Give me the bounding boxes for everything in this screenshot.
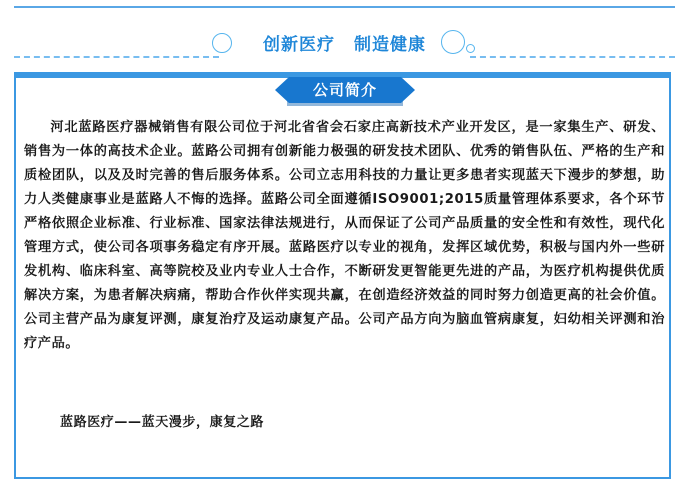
dashed-divider-left [14, 56, 219, 60]
company-intro-paragraph: 河北蓝路医疗器械销售有限公司位于河北省省会石家庄高新技术产业开发区，是一家集生产、研发、销售为一体的高技术企业。蓝路公司拥有创新能力极强的研发技术团队、优秀的销售队伍、严格的生产和质检团队，以及及时完善的售后服务体系。公司立志用科技的力量让更多患者实现蓝天下漫步的梦想，助力人类健康事业是蓝路人不悔的选择。蓝路公司全面遵循ISO9001;2015质量管理体系要求，各个环节严格依照企业标准、行业标准、国家法律法规进行，从而保证了公司产品质量的安全性和有效性，现代化管理方式，使公司各项事务稳定有序开展。蓝路医疗以专业的视角，发挥区域优势，积极与国内外一些研发机构、临床科室、高等院校及业内专业人士合作，不断研发更智能更先进的产品，为医疗机构提供优质解决方案，为患者解决病痛，帮助合作伙伴实现共赢，在创造经济效益的同时努力创造更高的社会价值。公司主营产品为康复评测，康复治疗及运动康复产品。公司产品方向为脑血管病康复，妇幼相关评测和治疗产品。 [24, 120, 665, 351]
slogan-part-2: 制造健康 [353, 35, 426, 55]
slogan-part-1: 创新医疗 [263, 35, 336, 55]
dashed-divider-right [470, 56, 675, 60]
company-motto: 蓝路医疗——蓝天漫步，康复之路 [60, 415, 265, 430]
top-divider [14, 6, 675, 8]
section-title-badge: 公司简介 [289, 77, 401, 103]
slogan [0, 30, 689, 55]
